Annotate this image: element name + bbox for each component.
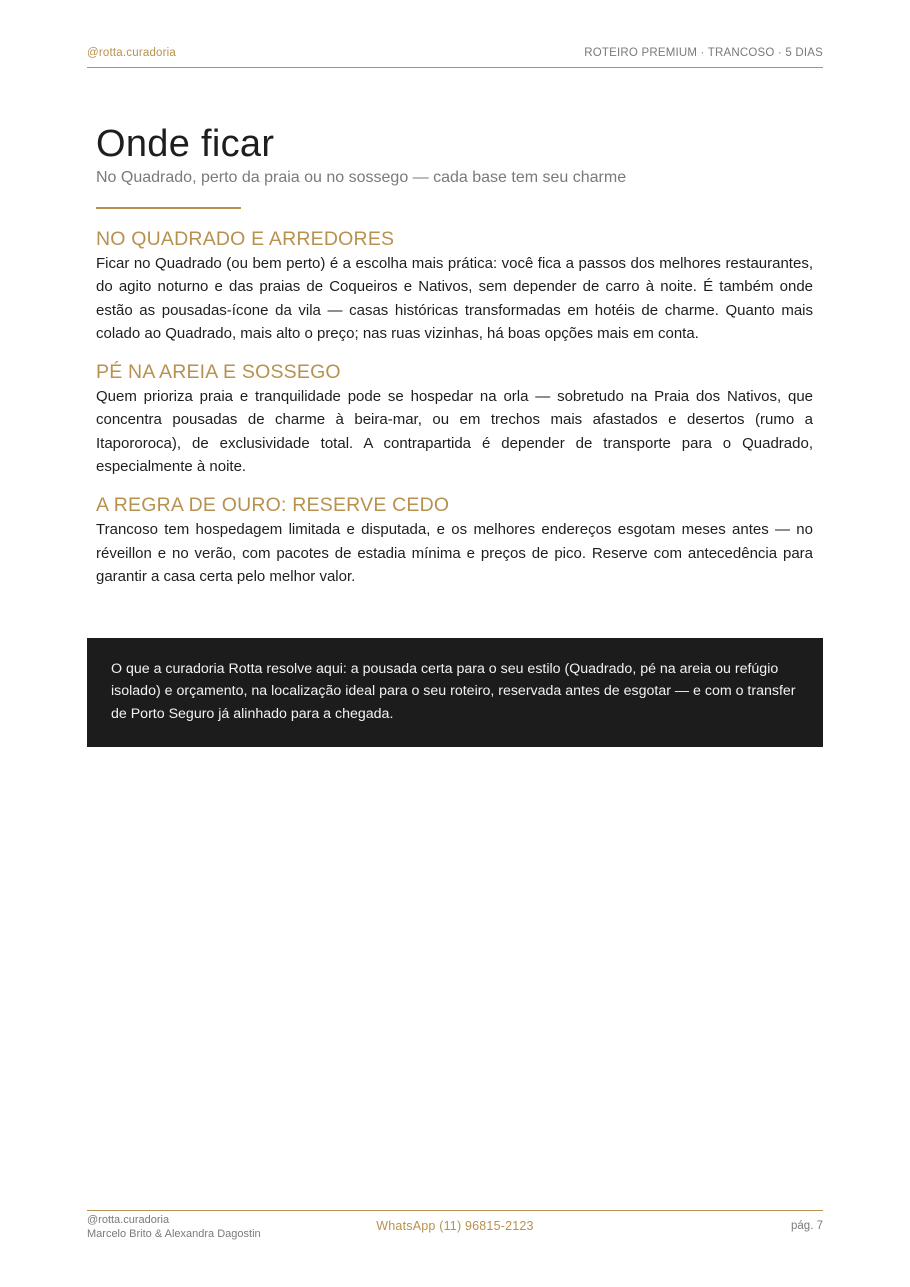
- page-title: Onde ficar: [96, 123, 275, 165]
- section-regra-de-ouro: [96, 492, 813, 588]
- page-subtitle: No Quadrado, perto da praia ou no sossego — cada base tem seu charme: [96, 169, 627, 186]
- curadoria-callout: [87, 638, 823, 747]
- section-heading: PÉ NA AREIA E SOSSEGO: [96, 361, 341, 384]
- page-header: [87, 46, 823, 68]
- callout-text: O que a curadoria Rotta resolve aqui: a pousada certa para o seu estilo (Quadrado, pé na areia ou refúgio isolado) e orçamento, na localização ideal para o seu roteiro, reservada antes de esgotar — e com o transfer de Porto Seguro já alinhado para a chegada.: [111, 661, 796, 722]
- footer-handle[interactable]: @rotta.curadoria: [87, 1214, 170, 1226]
- page-number: pág. 7: [791, 1220, 823, 1232]
- footer-whatsapp-link[interactable]: WhatsApp (11) 96815-2123: [376, 1219, 534, 1233]
- section-body: Trancoso tem hospedagem limitada e disputada, e os melhores endereços esgotam meses antes — no réveillon e no verão, com pacotes de estadia mínima e preços de pico. Reserve com antecedência para garantir a casa certa pelo melhor valor.: [96, 521, 813, 585]
- section-quadrado: [96, 226, 813, 345]
- section-heading: NO QUADRADO E ARREDORES: [96, 228, 395, 250]
- section-pe-na-areia: [96, 359, 813, 478]
- footer-authors: Marcelo Brito & Alexandra Dagostin: [87, 1228, 261, 1240]
- header-doc-label: ROTEIRO PREMIUM · TRANCOSO · 5 DIAS: [584, 47, 823, 59]
- title-divider: [96, 207, 241, 209]
- section-heading: A REGRA DE OURO: RESERVE CEDO: [96, 494, 450, 517]
- section-body: Ficar no Quadrado (ou bem perto) é a escolha mais prática: você fica a passos dos melhores restaurantes, do agito noturno e das praias de Coqueiros e Nativos, sem depender de carro à noite. É também onde estão as pousadas-ícone da vila — casas históricas transformadas em hotéis de charme. Quanto mais colado ao Quadrado, mais alto o preço; nas ruas vizinhas, há boas opções mais em conta.: [96, 255, 813, 342]
- page-footer: [87, 1210, 823, 1251]
- header-handle[interactable]: @rotta.curadoria: [87, 47, 177, 59]
- main-content: [96, 120, 813, 588]
- section-body: Quem prioriza praia e tranquilidade pode se hospedar na orla — sobretudo na Praia dos Nativos, que concentra pousadas de charme à beira-mar, ou em trechos mais afastados e desertos (rumo a Itapororoca), de exclusividade total. A contrapartida é depender de transporte para o Quadrado, especialmente à noite.: [96, 388, 813, 476]
